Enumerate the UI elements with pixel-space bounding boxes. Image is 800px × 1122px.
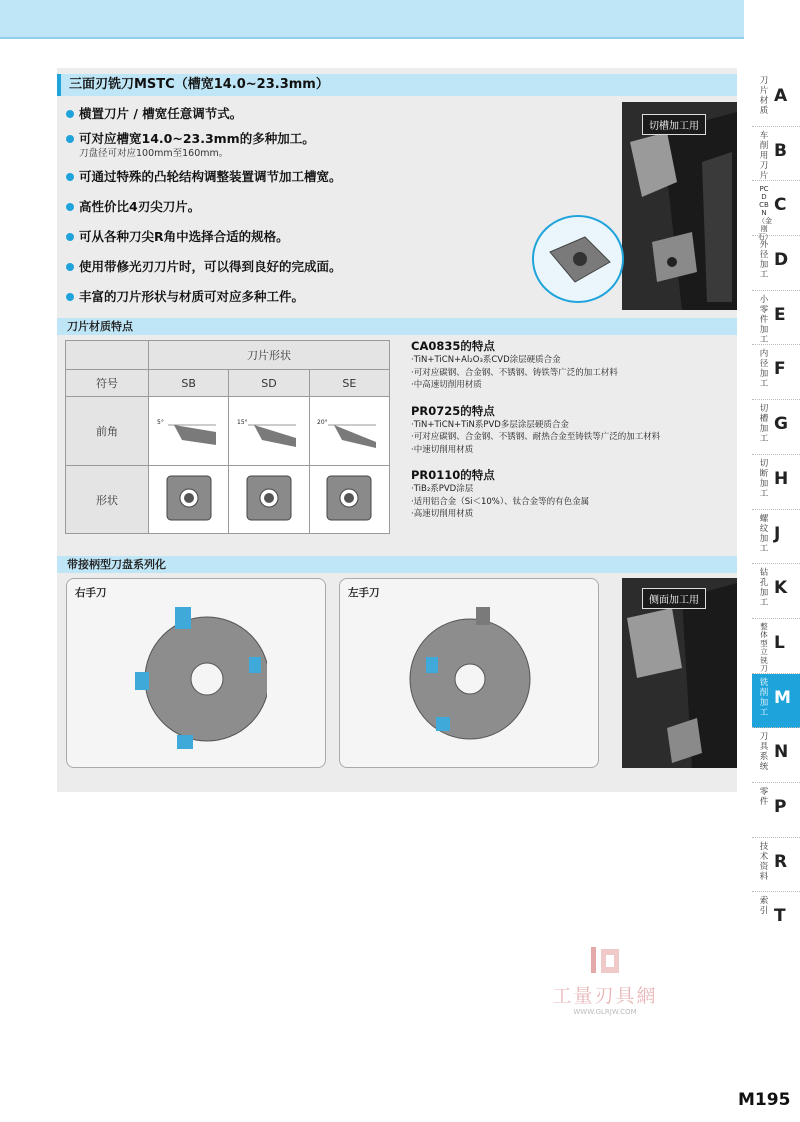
table-header-sd: SD: [229, 370, 309, 397]
feature-note: 刀盘径可对应100mm至160mm。: [79, 148, 229, 159]
rake-angle-diagram: [154, 410, 224, 450]
rake-angle-diagram: [234, 410, 304, 450]
bullet-dot-icon: [66, 263, 74, 271]
panel-title: 左手刀: [348, 587, 380, 599]
table-header-symbol: 符号: [66, 370, 149, 397]
sidebar-tab-e[interactable]: 小零件加工 E: [752, 291, 800, 346]
sidebar-tab-f[interactable]: 内径加工 F: [752, 345, 800, 400]
feature-bullet: 可对应槽宽14.0~23.3mm的多种加工。 刀盘径可对应100mm至160mm。: [66, 131, 526, 160]
material-section-title: 刀片材质特点: [57, 318, 737, 335]
bullet-dot-icon: [66, 233, 74, 241]
grade-title: PR0725的特点: [411, 403, 495, 418]
grade-line: ·可对应碳钢、合金钢、不锈钢、铸铁等广泛的加工材料: [411, 367, 618, 378]
side-milling-photo: [622, 578, 737, 768]
table-corner: [66, 341, 149, 370]
feature-bullet: 可从各种刀尖R角中选择合适的规格。: [66, 229, 526, 245]
series-section-title: 带接柄型刀盘系列化: [57, 556, 737, 573]
sidebar-tab-m[interactable]: 铣削加工 M: [752, 674, 800, 729]
feature-bullet: 高性价比4刃尖刀片。: [66, 199, 526, 215]
feature-bullet: 可通过特殊的凸轮结构调整装置调节加工槽宽。: [66, 169, 526, 185]
sidebar-tab-d[interactable]: 外径加工 D: [752, 236, 800, 291]
grade-line: ·中高速切削用材质: [411, 380, 482, 390]
shape-cell: [309, 466, 389, 534]
sidebar-tab-b[interactable]: 车削用刀片 B: [752, 127, 800, 182]
sidebar-tab-n[interactable]: 刀具系统 N: [752, 728, 800, 783]
table-row-label: 前角: [66, 397, 149, 466]
feature-bullet: 使用带修光刃刀片时，可以得到良好的完成面。: [66, 259, 526, 275]
feature-bullet: 横置刀片 / 槽宽任意调节式。: [66, 106, 526, 122]
panel-title: 右手刀: [75, 587, 107, 599]
sidebar-tab-l[interactable]: 整体型立铣刀 L: [752, 619, 800, 674]
table-group-header: 刀片形状: [149, 341, 390, 370]
watermark-name: 工量刃具網: [552, 985, 658, 1007]
insert-shape-table: [65, 340, 390, 534]
rake-angle-label: 15°: [236, 418, 248, 426]
left-hand-panel: [339, 578, 599, 768]
page-number: M195: [738, 1090, 791, 1110]
rake-cell: [229, 397, 309, 466]
grade-line: ·中速切削用材质: [411, 444, 474, 455]
sidebar-tab-h[interactable]: 切断加工 H: [752, 455, 800, 510]
grade-title: CA0835的特点: [411, 339, 495, 353]
grade-line: ·TiB₂系PVD涂层: [411, 484, 474, 494]
right-hand-cutter-image: [127, 597, 267, 757]
grade-line: ·TiN+TiCN+Al₂O₃系CVD涂层硬质合金: [411, 355, 561, 365]
grade-features: [411, 338, 731, 532]
table-header-sb: SB: [149, 370, 229, 397]
rake-angle-label: 20°: [317, 418, 328, 426]
grade-line: ·可对应碳钢、合金钢、不锈钢、耐热合金至铸铁等广泛的加工材料: [411, 432, 661, 442]
insert-se-image: [321, 470, 377, 526]
sidebar-tab-a[interactable]: 刀片材质 A: [752, 72, 800, 127]
right-hand-panel: [66, 578, 326, 768]
photo-label: 切槽加工用: [642, 114, 706, 135]
sidebar-tab-p[interactable]: 零件 P: [752, 783, 800, 838]
shape-cell: [229, 466, 309, 534]
rake-angle-diagram: [314, 410, 384, 450]
grooving-photo: [622, 102, 737, 310]
grade-line: ·TiN+TiCN+TiN系PVD多层涂层硬质合金: [411, 419, 569, 430]
sidebar-tab-t[interactable]: 索引 T: [759, 896, 786, 927]
sidebar-tab-g[interactable]: 切槽加工 G: [752, 400, 800, 455]
sidebar-tab-k[interactable]: 钻孔加工 K: [752, 564, 800, 619]
shape-cell: [149, 466, 229, 534]
bullet-dot-icon: [66, 293, 74, 301]
grade-title: PR0110的特点: [411, 468, 495, 482]
feature-bullet: 丰富的刀片形状与材质可对应多种工件。: [66, 289, 526, 305]
bullet-dot-icon: [66, 110, 74, 118]
rake-cell: [149, 397, 229, 466]
bullet-dot-icon: [66, 173, 74, 181]
rake-cell: [309, 397, 389, 466]
watermark-logo-icon: [585, 945, 625, 977]
sidebar-tab-r[interactable]: 技术资料 R: [752, 838, 800, 893]
grade-line: ·高速切削用材质: [411, 509, 474, 519]
header-band: [0, 0, 744, 39]
sidebar-tab-j[interactable]: 螺纹加工 J: [752, 510, 800, 565]
insert-sb-image: [161, 470, 217, 526]
insert-sd-image: [241, 470, 297, 526]
bullet-dot-icon: [66, 135, 74, 143]
watermark-url: WWW.GLRJW.COM: [573, 1008, 637, 1016]
grade-feature: [411, 403, 731, 457]
rake-angle-label: 5°: [156, 418, 164, 426]
table-header-se: SE: [309, 370, 389, 397]
grade-feature: [411, 338, 731, 392]
watermark: [535, 945, 675, 1016]
feature-list: [66, 106, 526, 314]
grade-feature: [411, 467, 731, 521]
page-title: 三面刃铣刀MSTC（槽宽14.0~23.3mm）: [57, 74, 737, 96]
photo-label: 侧面加工用: [642, 588, 706, 609]
insert-closeup-graphic: [530, 212, 630, 307]
bullet-dot-icon: [66, 203, 74, 211]
table-row-label: 形状: [66, 466, 149, 534]
left-hand-cutter-image: [400, 597, 540, 757]
grade-line: ·适用铝合金（Si＜10%）、钛合金等的有色金属: [411, 496, 590, 507]
chapter-index-sidebar: [752, 72, 800, 947]
sidebar-tab-c[interactable]: PCD CBN（金刚石） C: [752, 181, 800, 236]
